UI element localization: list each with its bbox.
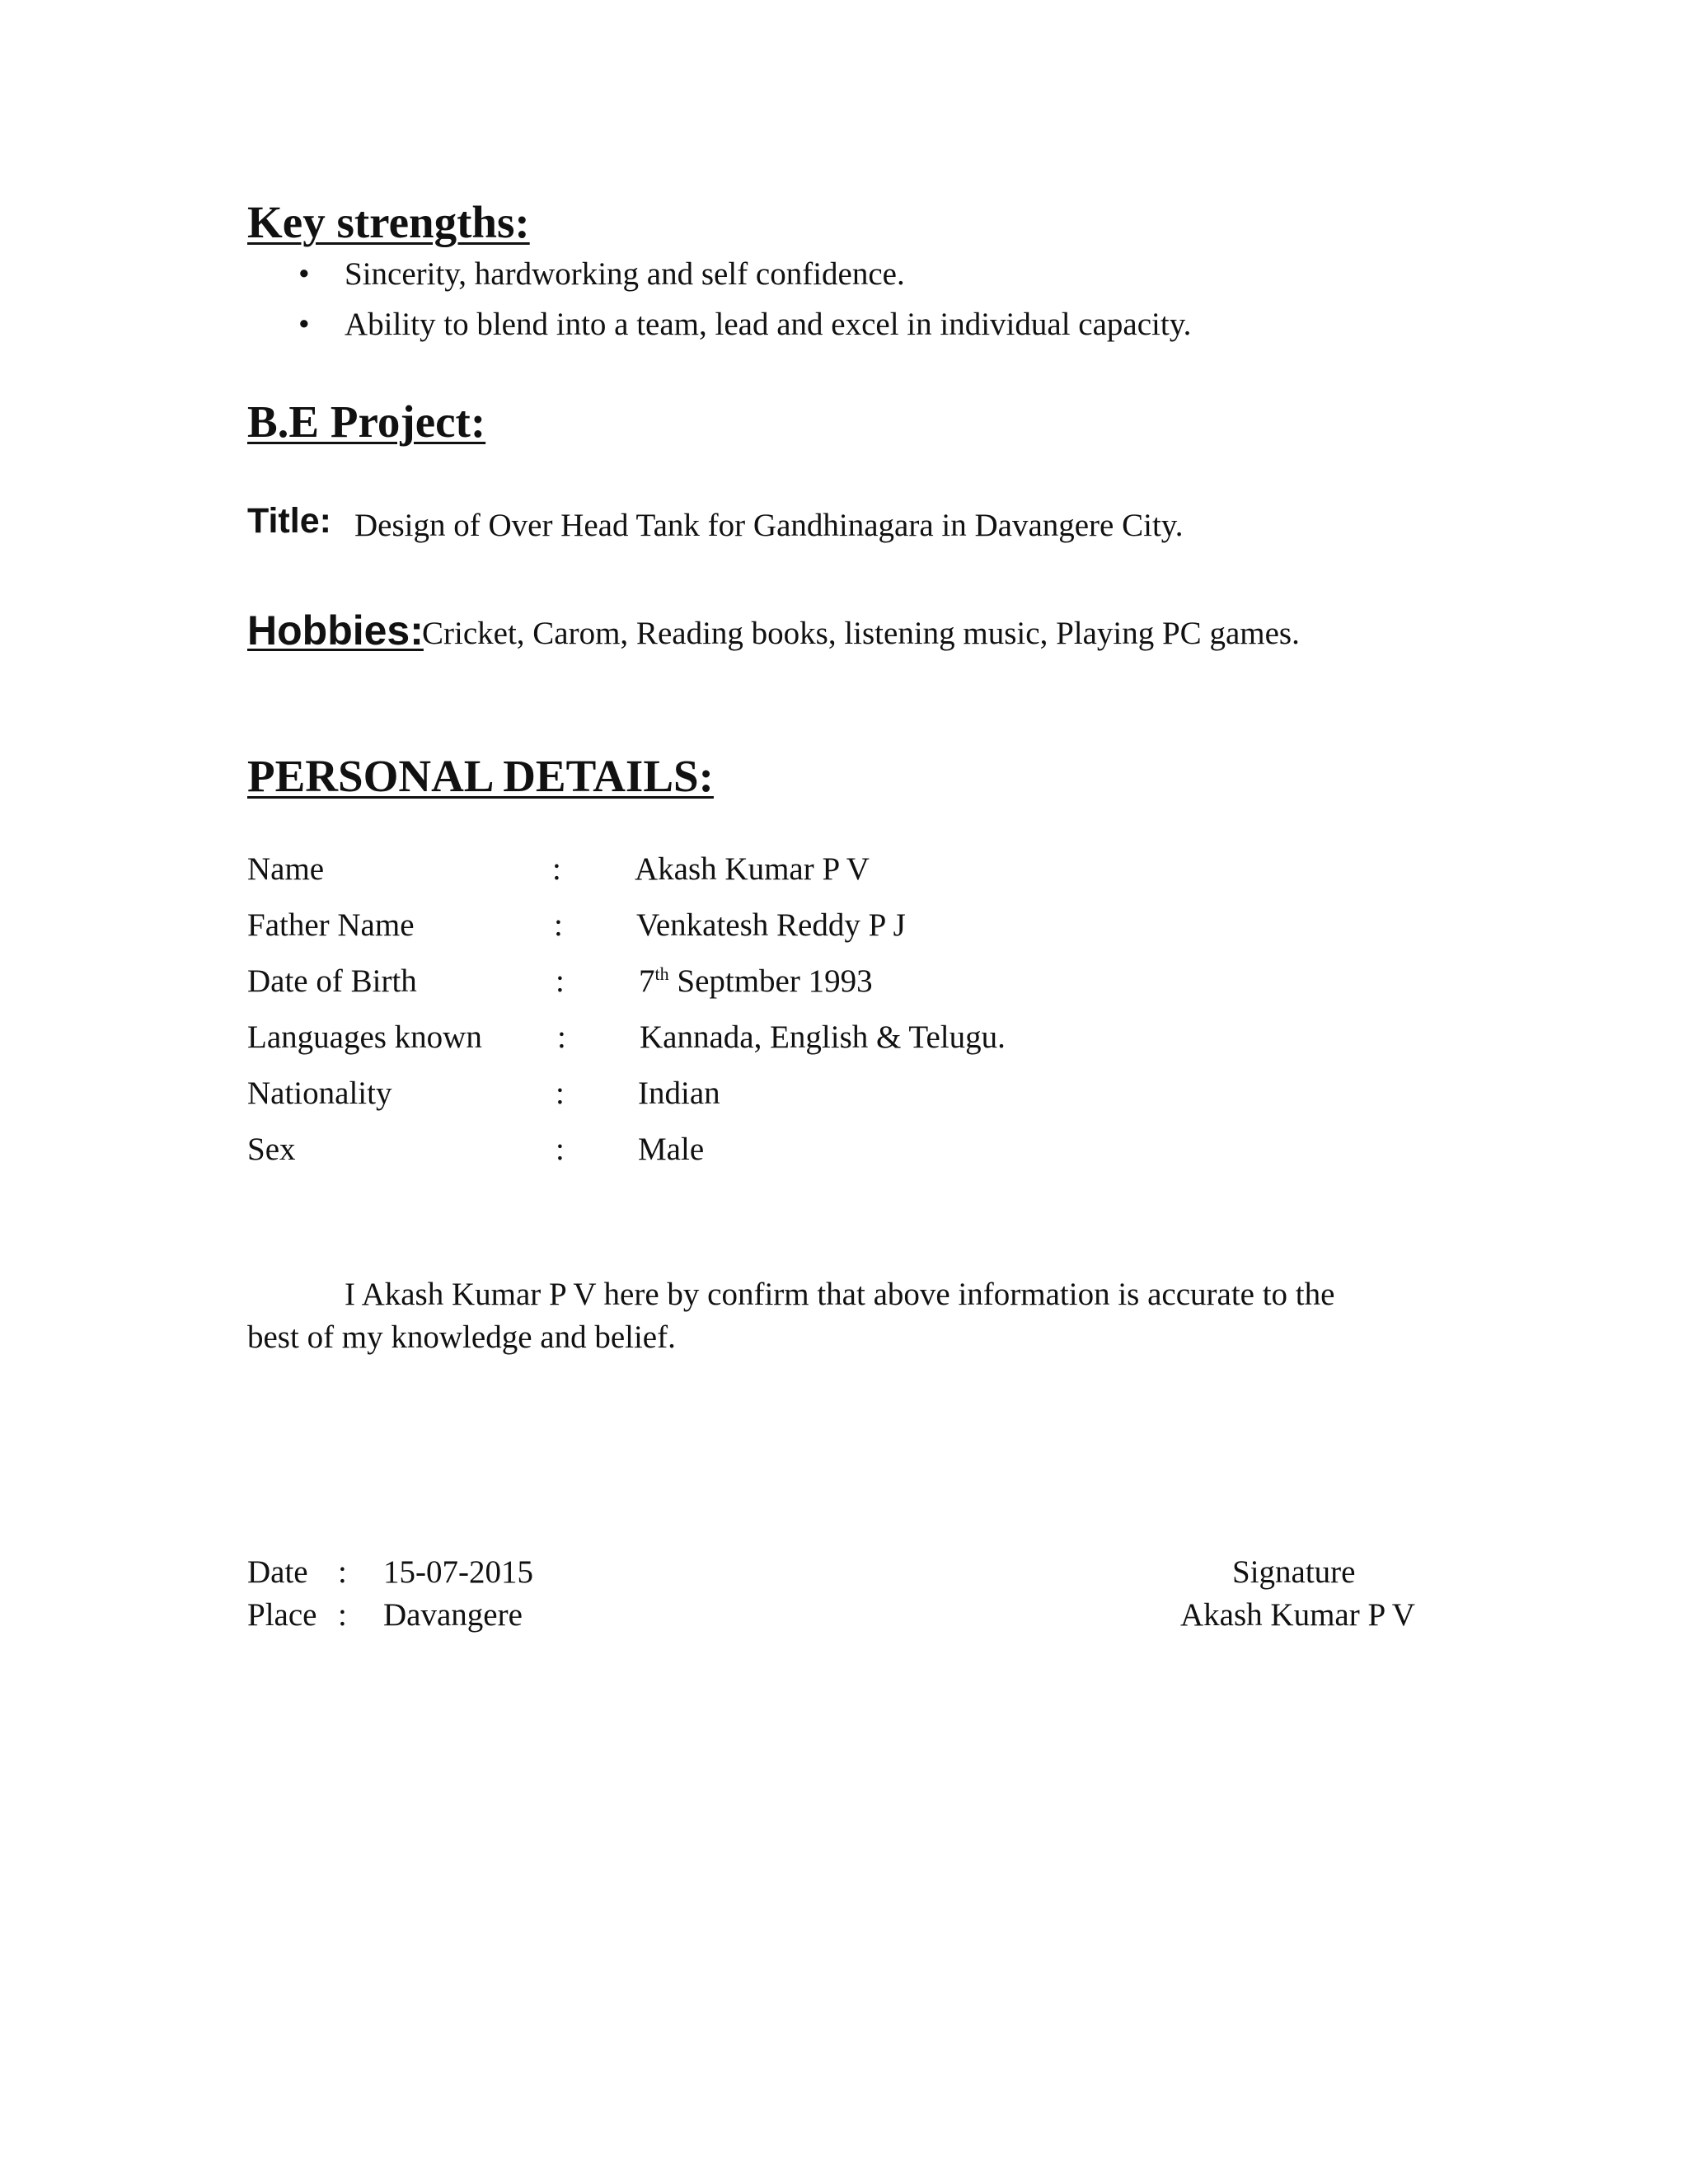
date-value: 15-07-2015 (383, 1554, 533, 1590)
detail-value-dob (639, 963, 873, 1000)
detail-value-languages: Kannada, English & Telugu. (640, 1019, 1006, 1055)
detail-colon: : (554, 907, 563, 943)
detail-colon: : (556, 1076, 565, 1111)
detail-value-nationality: Indian (638, 1076, 720, 1111)
hobbies-value: Cricket, Carom, Reading books, listening music, Playing PC games. (422, 616, 1300, 651)
place-colon: : (338, 1597, 347, 1633)
bullet-icon: • (298, 256, 310, 292)
bullet-icon: • (298, 307, 310, 342)
detail-label-father-name: Father Name (247, 907, 415, 943)
place-label: Place (247, 1597, 317, 1633)
detail-colon: : (556, 963, 565, 999)
detail-label-sex: Sex (247, 1132, 296, 1167)
project-title-value: Design of Over Head Tank for Gandhinagara in Davangere City. (354, 508, 1184, 543)
detail-label-name: Name (247, 851, 325, 887)
strength-text: Sincerity, hardworking and self confidence. (345, 256, 905, 292)
signature-name: Akash Kumar P V (1180, 1597, 1415, 1633)
detail-colon: : (557, 1019, 566, 1055)
dob-day-suffix: th (654, 963, 669, 984)
detail-value-sex: Male (638, 1132, 705, 1167)
dob-day: 7 (639, 963, 655, 999)
detail-value-name: Akash Kumar P V (635, 851, 870, 887)
project-title-label: Title: (247, 501, 331, 541)
personal-details-heading: PERSONAL DETAILS: (247, 751, 714, 801)
key-strengths-heading: Key strengths: (247, 197, 530, 247)
declaration-line-2: best of my knowledge and belief. (247, 1319, 676, 1355)
detail-value-father-name: Venkatesh Reddy P J (636, 907, 906, 943)
detail-label-nationality: Nationality (247, 1076, 392, 1111)
date-label: Date (247, 1554, 308, 1590)
date-colon: : (338, 1554, 347, 1590)
place-value: Davangere (383, 1597, 523, 1633)
declaration-line-1: I Akash Kumar P V here by confirm that above information is accurate to the (345, 1277, 1335, 1312)
project-heading: B.E Project: (247, 396, 486, 447)
dob-month-year: Septmber 1993 (668, 963, 873, 999)
detail-label-dob: Date of Birth (247, 963, 417, 999)
strength-text: Ability to blend into a team, lead and excel in individual capacity. (345, 307, 1192, 342)
detail-label-languages: Languages known (247, 1019, 482, 1055)
detail-colon: : (556, 1132, 565, 1167)
hobbies-label: Hobbies: (247, 607, 424, 654)
detail-colon: : (552, 851, 561, 887)
signature-label: Signature (1232, 1554, 1356, 1590)
